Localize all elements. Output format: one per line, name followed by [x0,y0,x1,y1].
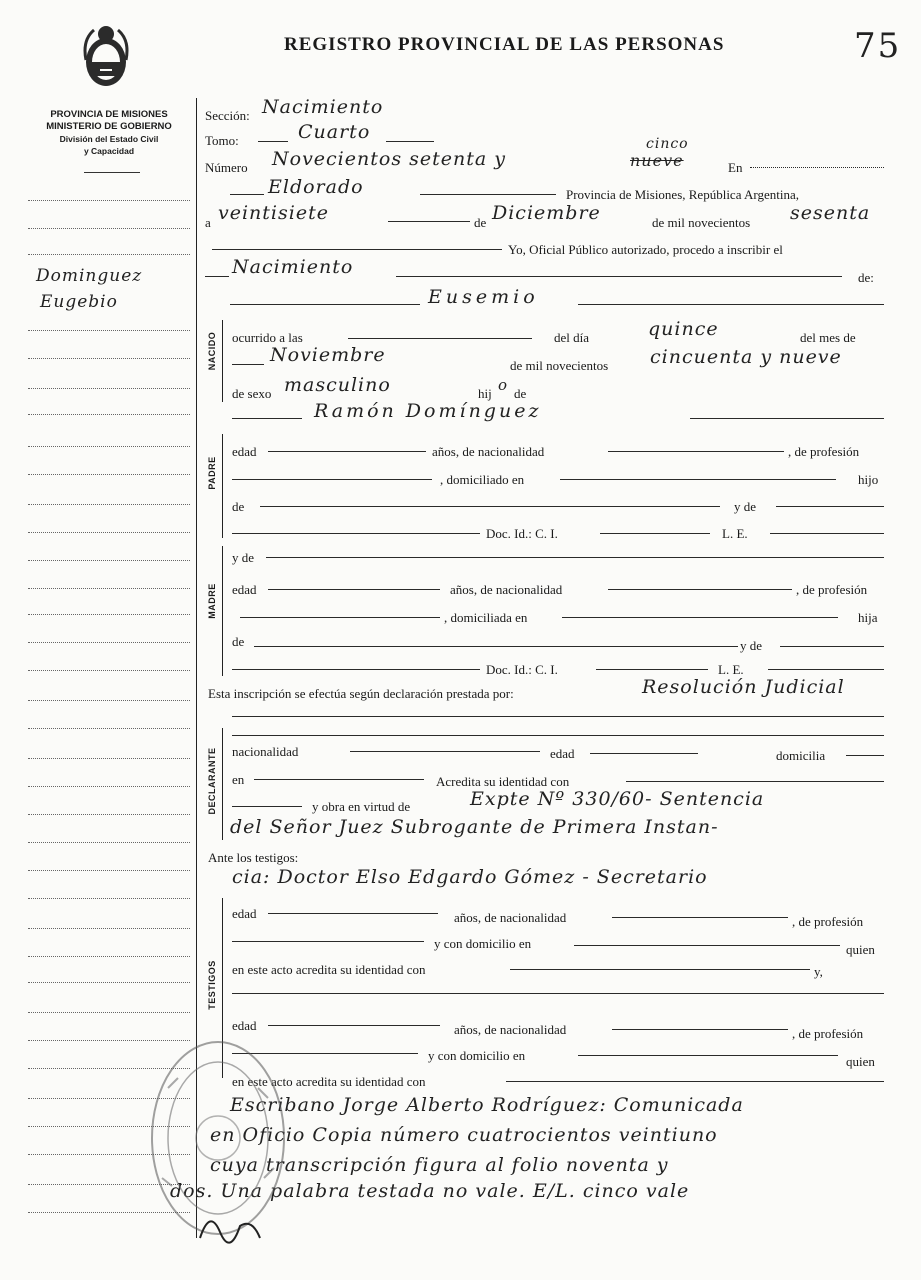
issuer-capacity: y Capacidad [83,146,135,156]
testigo2-label-en-este-acto: en este acto acredita su identidad con [232,1074,426,1089]
value-mes-nac: Noviembre [270,344,386,366]
margin-dotted-line [28,560,190,561]
obra-rule [232,806,302,807]
value-numero-struck: nueve [630,151,684,170]
margin-dotted-line [28,956,190,957]
margin-dotted-line [28,254,190,255]
side-label-padre: PADRE [207,456,217,490]
margin-dotted-line [28,504,190,505]
margin-dotted-line [28,898,190,899]
numero-rule [750,167,884,168]
value-padre: Ramón Domínguez [314,400,542,422]
value-hij-suffix: o [498,376,509,394]
value-dia-nac: quince [648,318,719,340]
label-ocurrido: ocurrido a las [232,330,303,345]
padre-label-hijo: hijo [858,472,879,487]
testigo1-label-anos-nac: años, de nacionalidad [454,910,567,925]
hora-rule [348,338,532,339]
padre-bracket [222,434,223,538]
value-tomo: Cuarto [298,121,371,143]
testigo1-label-edad: edad [232,906,257,921]
label-en: En [728,160,743,175]
testigo1-label-domicilio: y con domicilio en [434,936,532,951]
dia-rule [388,221,470,222]
madre-dom-rule [562,617,838,618]
label-de-colon: de: [858,270,874,285]
madre-label-y-de: y de [232,550,255,565]
testigo1-id-rule [510,969,810,970]
padre-label-domiciliado: , domiciliado en [440,472,525,487]
acto-rule-left [205,276,229,277]
declarante-nac-rule [350,751,540,752]
label-de: de [474,215,487,230]
margin-dotted-line [28,1012,190,1013]
side-label-madre: MADRE [207,583,217,619]
side-label-testigos: TESTIGOS [207,960,217,1010]
testigo2-id-rule [506,1081,884,1082]
padre-label-doc: Doc. Id.: C. I. [486,526,558,541]
padre-rule-left [232,418,302,419]
declarante-dom-rule [846,755,884,756]
declarante-label-en: en [232,772,245,787]
value-dia: veintisiete [218,202,329,224]
closing-line-1: Escribano Jorge Alberto Rodríguez: Comunicada [230,1094,744,1116]
margin-dotted-line [28,758,190,759]
label-a: a [205,215,211,230]
issuer-underline [84,172,140,173]
testigo2-label-edad: edad [232,1018,257,1033]
madre-label-domiciliada: , domiciliada en [444,610,528,625]
padre-abuelo-rule [260,506,720,507]
testigo2-label-domicilio: y con domicilio en [428,1048,526,1063]
padre-label-le: L. E. [722,526,748,541]
testigo1-label-y: y, [814,964,823,979]
tomo-rule-2 [386,141,434,142]
padre-prof-rule [232,479,432,480]
margin-dotted-line [28,358,190,359]
madre-label-anos-nac: años, de nacionalidad [450,582,563,597]
margin-given-name: Eugebio [40,292,118,312]
closing-line-4: dos. Una palabra testada no vale. E/L. cinco vale [170,1180,690,1202]
value-declaracion: Resolución Judicial [642,676,845,698]
value-obra-2: del Señor Juez Subrogante de Primera Instan- [230,816,719,838]
padre-label-de: de [232,499,245,514]
value-lugar: Eldorado [268,176,364,198]
label-provincia: Provincia de Misiones, República Argentina, [566,187,799,202]
nacido-bracket [222,320,223,402]
margin-dotted-line [28,728,190,729]
madre-label-le: L. E. [718,662,744,677]
registry-title: REGISTRO PROVINCIAL DE LAS PERSONAS [284,34,725,55]
declarante-label-edad: edad [550,746,575,761]
issuer-ministry: MINISTERIO DE GOBIERNO [46,121,172,132]
label-de-mil-nov-2: de mil novecientos [510,358,609,373]
margin-dotted-line [28,642,190,643]
value-mes: Diciembre [492,202,601,224]
madre-label-hija: hija [858,610,878,625]
margin-dotted-line [28,588,190,589]
label-de-sexo: de sexo [232,386,272,401]
lugar-rule-left [230,194,264,195]
testigo1-label-quien: quien [846,942,875,957]
side-label-nacido: NACIDO [207,331,217,371]
testigo1-prof-rule [232,941,424,942]
padre-doc-rule [232,533,480,534]
testigo1-nac-rule [612,917,788,918]
value-acto: Nacimiento [232,256,354,278]
madre-label-profesion: , de profesión [796,582,868,597]
label-ante: Ante los testigos: [208,850,299,865]
declarante-edad-rule [590,753,698,754]
value-seccion: Nacimiento [262,96,384,118]
margin-dotted-line [28,228,190,229]
signature-mark [196,1198,266,1248]
margin-dotted-line [28,330,190,331]
margin-dotted-line [28,670,190,671]
madre-label-y-de-2: y de [740,638,763,653]
label-hij: hij [478,386,492,401]
padre-dom-rule [560,479,836,480]
testigo2-label-profesion: , de profesión [792,1026,864,1041]
value-obra-3: cia: Doctor Elso Edgardo Gómez - Secretario [232,866,708,888]
closing-line-2: en Oficio Copia número cuatrocientos veintiuno [210,1124,718,1146]
declarante-label-acredita: Acredita su identidad con [436,774,570,789]
label-esta-inscripcion: Esta inscripción se efectúa según declaración prestada por: [208,686,514,701]
page-number: 75 [854,26,902,66]
margin-dotted-line [28,700,190,701]
label-de-2: de [514,386,527,401]
coat-of-arms-emblem [80,20,132,92]
value-numero-correction: cinco [646,136,689,152]
padre-le-rule [770,533,884,534]
testigo1-label-profesion: , de profesión [792,914,864,929]
value-sexo: masculino [284,374,391,396]
side-label-declarante: DECLARANTE [207,747,217,815]
nombre-rule-right [578,304,884,305]
label-tomo: Tomo: [205,133,239,148]
margin-dotted-line [28,814,190,815]
mes-nac-rule [232,364,264,365]
testigo2-nac-rule [612,1029,788,1030]
declarante-label-domicilia: domicilia [776,748,826,763]
yo-rule [212,249,502,250]
testigo1-extra-rule [232,993,884,994]
closing-line-3: cuya transcripción figura al folio noventa y [210,1154,669,1176]
testigo2-label-quien: quien [846,1054,875,1069]
declaracion-rule [232,716,884,717]
value-anio: sesenta [790,202,871,224]
padre-label-y-de: y de [734,499,757,514]
value-nombre: Eusemio [428,286,539,308]
padre-rule-right [690,418,884,419]
nombre-rule-left [230,304,420,305]
label-del-mes: del mes de [800,330,856,345]
declarante-en-rule [254,779,424,780]
margin-dotted-line [28,842,190,843]
padre-label-edad: edad [232,444,257,459]
padre-edad-rule [268,451,426,452]
padre-ci-rule [600,533,710,534]
declarante-name-rule [232,735,884,736]
madre-bracket [222,546,223,676]
lugar-rule-right [420,194,556,195]
madre-label-de: de [232,634,245,649]
margin-dotted-line [28,532,190,533]
padre-label-anos-nac: años, de nacionalidad [432,444,545,459]
padre-abuela-rule [776,506,884,507]
margin-dotted-line [28,982,190,983]
madre-le-rule [768,669,884,670]
madre-nac-rule [608,589,792,590]
testigo2-dom-rule [578,1055,838,1056]
issuer-division: División del Estado Civil [59,134,159,144]
margin-dotted-line [28,200,190,201]
testigo2-edad-rule [268,1025,440,1026]
madre-name-rule [266,557,884,558]
declarante-label-nacionalidad: nacionalidad [232,744,299,759]
margin-dotted-line [28,614,190,615]
issuer-province: PROVINCIA DE MISIONES [50,109,168,120]
margin-dotted-line [28,446,190,447]
declarante-bracket [222,728,223,840]
madre-abuela-rule [780,646,884,647]
testigo2-label-anos-nac: años, de nacionalidad [454,1022,567,1037]
margin-surname: Dominguez [36,266,143,286]
madre-label-edad: edad [232,582,257,597]
label-de-mil-nov: de mil novecientos [652,215,751,230]
madre-ci-rule [596,669,708,670]
madre-doc-rule [232,669,480,670]
margin-dotted-line [28,786,190,787]
testigo1-dom-rule [574,945,840,946]
margin-dotted-line [28,474,190,475]
madre-abuelo-rule [254,646,738,647]
madre-label-doc: Doc. Id.: C. I. [486,662,558,677]
value-anio-nac: cincuenta y nueve [650,346,842,368]
label-seccion: Sección: [205,108,250,123]
declarante-acredita-rule [626,781,884,782]
label-del-dia: del día [554,330,590,345]
issuer-block [24,109,194,157]
padre-nac-rule [608,451,784,452]
testigo1-edad-rule [268,913,438,914]
label-numero: Número [205,160,248,175]
value-obra: Expte Nº 330/60- Sentencia [470,788,765,810]
padre-label-profesion: , de profesión [788,444,860,459]
margin-dotted-line [28,928,190,929]
margin-dotted-line [28,870,190,871]
margin-dotted-line [28,388,190,389]
testigo1-label-en-este-acto: en este acto acredita su identidad con [232,962,426,977]
margin-dotted-line [28,414,190,415]
madre-prof-rule [240,617,440,618]
acto-rule-right [396,276,842,277]
label-obra: y obra en virtud de [312,799,411,814]
tomo-rule [258,141,288,142]
madre-edad-rule [268,589,440,590]
value-numero: Novecientos setenta y [272,148,506,170]
label-yo: Yo, Oficial Público autorizado, procedo a inscribir el [508,242,783,257]
